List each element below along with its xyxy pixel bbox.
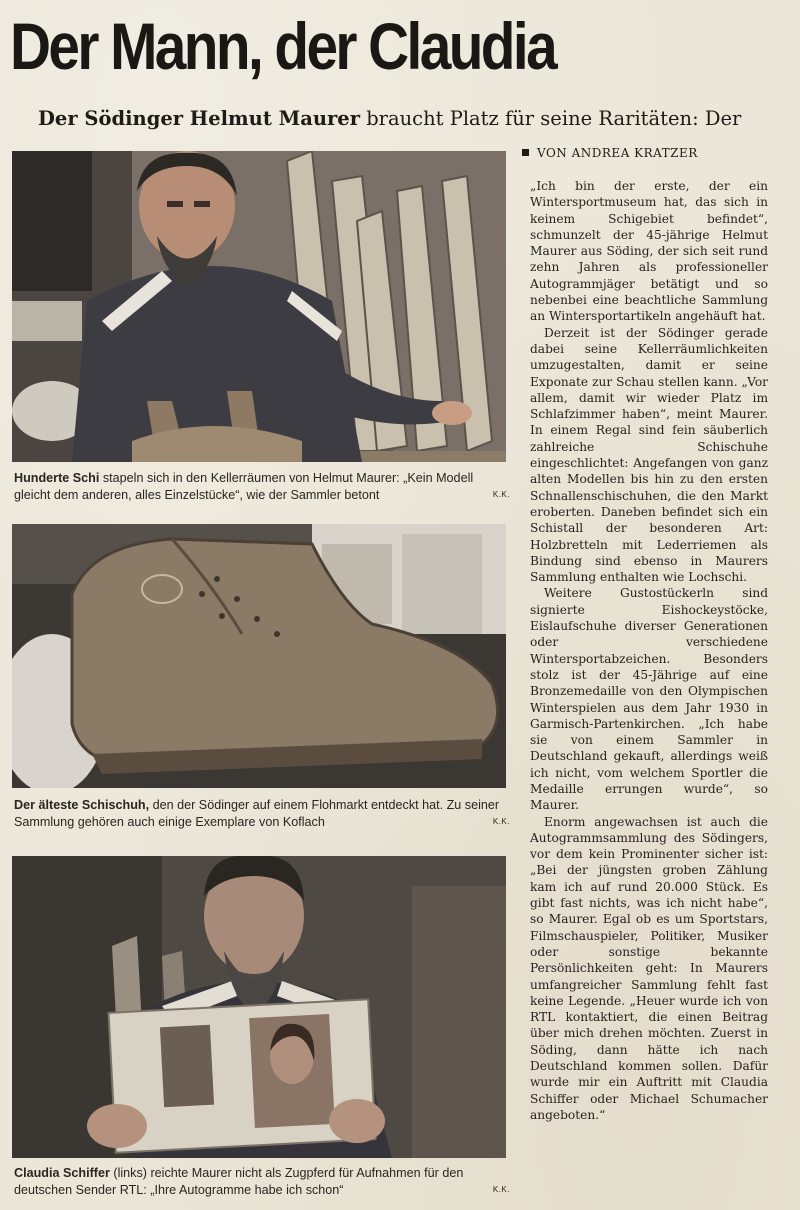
photo-credit: K.K. <box>492 1185 510 1194</box>
photo-skis <box>12 151 506 462</box>
caption-skis <box>14 470 512 504</box>
caption-lead: Claudia Schiffer <box>14 1166 110 1180</box>
caption-ski-boot <box>14 797 512 831</box>
caption-text: den der Södinger auf einem Flohmarkt entdeckt hat. Zu seiner Sammlung gehören auch einige Exemplare von Koflach <box>14 798 500 829</box>
caption-lead: Hunderte Schi <box>14 471 100 485</box>
caption-lead: Der älteste Schischuh, <box>14 798 150 812</box>
subheadline <box>38 106 778 132</box>
photo-credit: K.K. <box>492 490 510 499</box>
byline-text: VON ANDREA KRATZER <box>537 146 698 160</box>
article-paragraph: „Ich bin der erste, der ein Wintersportmuseum hat, das sich in keinem Schigebiet befindet“, schmunzelt der 45-jährige Helmut Maurer aus Söding, der sich seit rund zehn Jahren als professioneller Autogrammjäger betätigt und so nebenbei eine beachtliche Sammlung an Wintersportartikeln angehäuft hat. <box>530 179 768 324</box>
article-paragraph: Enorm angewachsen ist auch die Autogrammsammlung des Södingers, vor dem kein Prominenter sicher ist: „Bei der jüngsten groben Zählung kam ich auf rund 20.000 Stück. Es gibt fast nichts, was ich nicht habe“, so Maurer. Egal ob es um Sportstars, Filmschauspieler, Politiker, Musiker oder sonstige bekannte Persönlichkeiten geht: In Maurers umfangreicher Sammlung fehlt fast keine Legende. „Heuer wurde ich von RTL kontaktiert, die einen Beitrag über mich drehen möchten. Zuerst in Söding, dann hätte ich nach Deutschland kommen sollen. Dafür wurde mir ein Auftritt mit Claudia Schiffer oder Michael Schumacher angeboten.“ <box>530 814 768 1122</box>
square-bullet-icon <box>522 149 529 156</box>
article-body <box>530 178 768 1123</box>
photo-credit: K.K. <box>492 817 510 826</box>
subhead-bold: Der Södinger Helmut Maurer <box>38 107 360 130</box>
photo-ski-boot <box>12 524 506 788</box>
photo-autograph-book <box>12 856 506 1158</box>
subhead-rest: braucht Platz für seine Raritäten: Der <box>360 107 742 130</box>
article-paragraph: Weitere Gustostückerln sind signierte Eishockeystöcke, Eislaufschuhe diverser Generationen oder verschiedene Wintersportabzeichen. Besonders stolz ist der 45-Jährige auf eine Bronzemedaille von den Olympischen Winterspielen aus dem Jahr 1930 in Garmisch-Partenkirchen. „Ich habe sie von einem Sammler in Deutschland gekauft, allerdings weiß ich nicht, vom welchem Sportler die Medaille errungen wurde“, so Maurer. <box>530 586 768 813</box>
headline: Der Mann, der Claudia <box>10 9 556 83</box>
caption-text: (links) reichte Maurer nicht als Zugpferd für Aufnahmen für den deutschen Sender RTL: „Ihre Autogramme habe ich schon“ <box>14 1166 464 1197</box>
caption-text: stapeln sich in den Kellerräumen von Helmut Maurer: „Kein Modell gleicht dem anderen, alles Einzelstücke“, wie der Sammler betont <box>14 471 474 502</box>
article-paragraph: Derzeit ist der Södinger gerade dabei seine Kellerräumlichkeiten umzugestalten, damit er seine Exponate zur Schau stellen kann. „Vor allem, damit wir wieder Platz im Schlafzimmer haben“, meint Maurer. In einem Regal sind fein säuberlich zahlreiche Schischuhe eingeschlichtet: Angefangen von ganz alten Modellen bis hin zu den ersten Schnallenschischuhen, die den Markt eroberten. Daneben befindet sich ein Schistall der besonderen Art: Holzbretteln mit Lederriemen als Bindung sind ebenso in Maurers Sammlung enthalten wie Lochschi. <box>530 325 768 585</box>
caption-autograph-book <box>14 1165 512 1199</box>
byline <box>522 146 698 160</box>
